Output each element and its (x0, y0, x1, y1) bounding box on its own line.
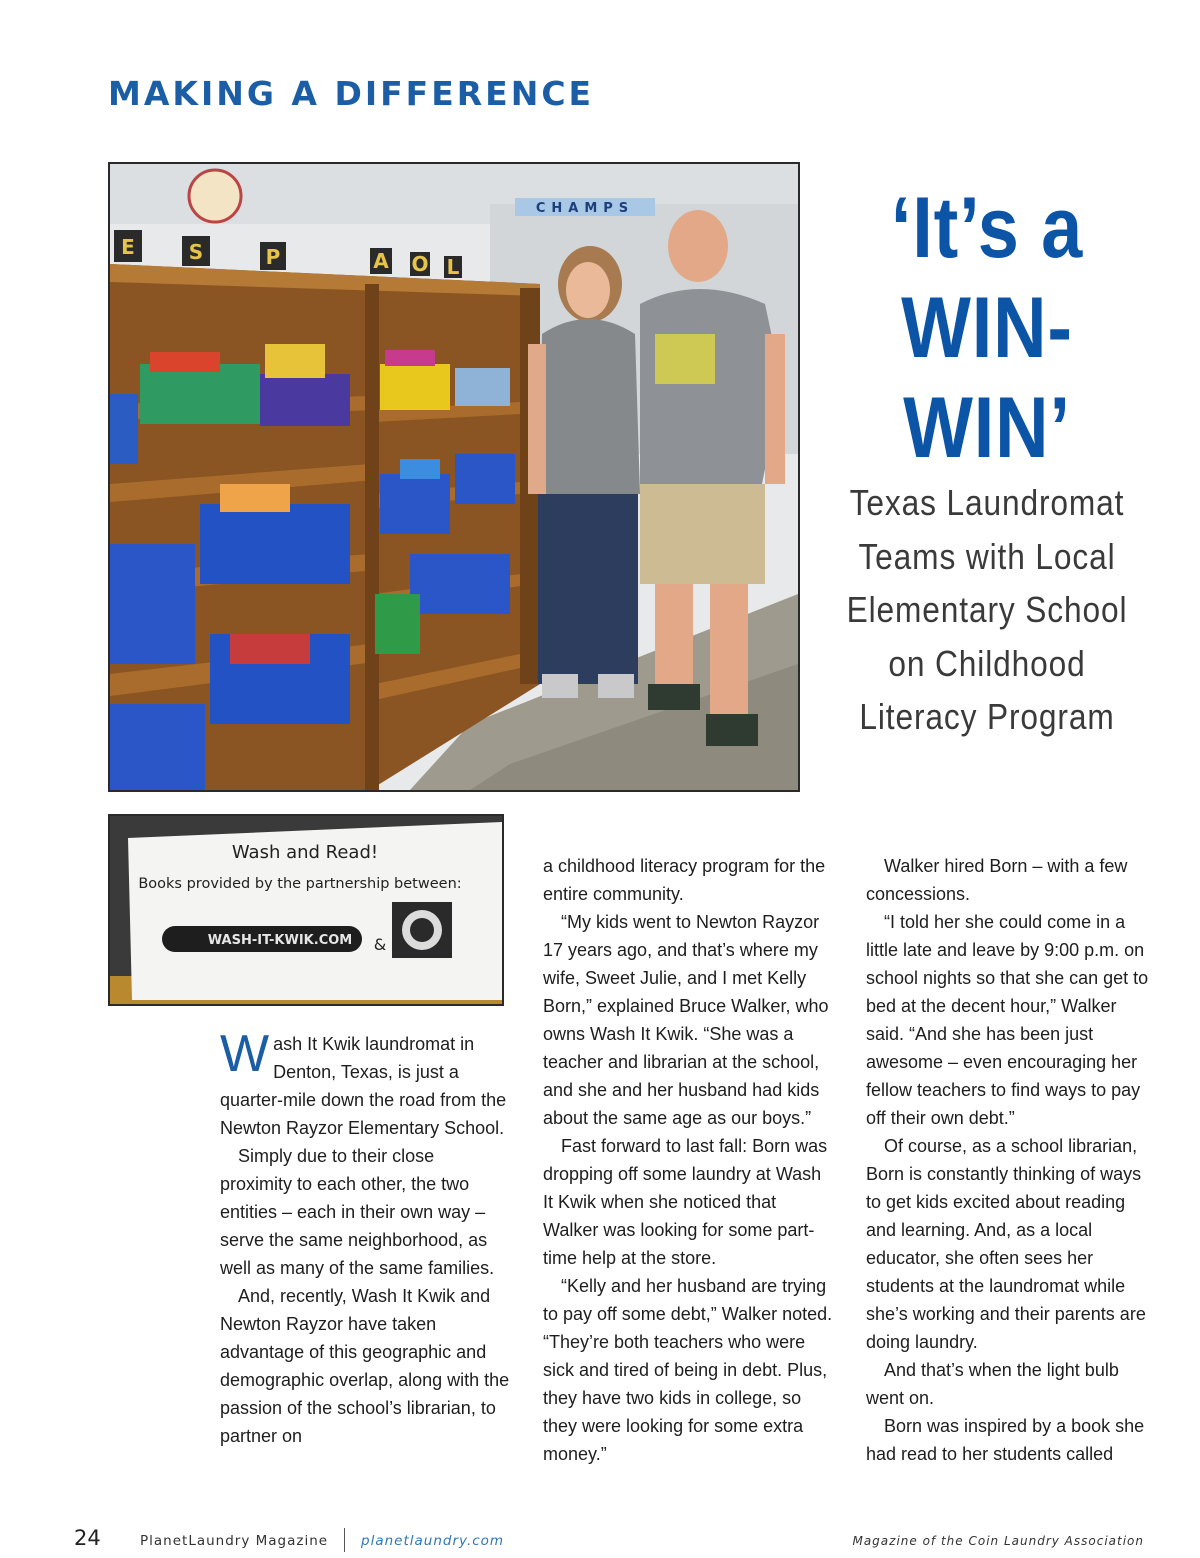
article-paragraph: Fast forward to last fall: Born was dropping off some laundry at Wash It Kwik when she noticed that Walker was looking for some part-time help at the store. (543, 1136, 828, 1268)
library-photo (108, 162, 800, 792)
magazine-name: PlanetLaundry Magazine (140, 1533, 329, 1549)
champs-banner: CHAMPS (535, 201, 635, 216)
article-column-1 (220, 1025, 510, 1450)
article-column-3 (866, 852, 1156, 1468)
sign-title: Wash and Read! (231, 842, 379, 863)
page-footer (0, 1528, 1200, 1556)
banner-letter: P (265, 245, 281, 269)
headline (845, 178, 1129, 478)
sign-subtitle: Books provided by the partnership between: (138, 876, 462, 892)
article-paragraph: “Kelly and her husband are trying to pay off some debt,” Walker noted. “They’re both teachers who were sick and tired of being in debt. Plus, they have two kids in college, so they were looking for some extra money.” (543, 1276, 833, 1464)
article-paragraph: Walker hired Born – with a few concessions. (866, 856, 1128, 904)
article-paragraph: Simply due to their close proximity to each other, the two entities – each in their own way – serve the same neighborhood, as well as many of the same families. (220, 1146, 495, 1278)
banner-letter: E (121, 235, 135, 259)
banner-letter: L (446, 255, 460, 279)
article-column-2 (543, 852, 833, 1468)
article-paragraph: And that’s when the light bulb went on. (866, 1360, 1119, 1408)
subhead: Texas Laundromat Teams with Local Elementary School on Childhood Literacy Program (846, 482, 1128, 737)
section-label: MAKING A DIFFERENCE (108, 74, 595, 113)
banner-letter: O (411, 252, 429, 276)
logo-text: WASH-IT-KWIK.COM (207, 933, 353, 948)
article-paragraph: And, recently, Wash It Kwik and Newton Rayzor have taken advantage of this geographic and demographic overlap, along with the passion of the school’s librarian, to partner on (220, 1286, 510, 1446)
article-paragraph: Of course, as a school librarian, Born is constantly thinking of ways to get kids excited about reading and learning. And, as a local educator, she often sees her students at the laundromat while she’s working and their parents are doing laundry. (866, 1136, 1146, 1352)
article-paragraph: Wash It Kwik laundromat in Denton, Texas, is just a quarter-mile down the road from the Newton Rayzor Elementary School. (220, 1025, 507, 1138)
sign-ampersand: & (373, 935, 387, 954)
banner-letter: A (373, 249, 389, 273)
article-paragraph: Born was inspired by a book she had read to her students called (866, 1416, 1145, 1464)
sign-photo (108, 814, 504, 1006)
article-paragraph: a childhood literacy program for the entire community. (543, 856, 826, 904)
drop-cap: W (220, 1025, 270, 1083)
article-paragraph: “My kids went to Newton Rayzor 17 years ago, and that’s where my wife, Sweet Julie, and I met Kelly Born,” explained Bruce Walker, who owns Wash It Kwik. “She was a teacher and librarian at the school, and she and her husband had kids about the same age as our boys.” (543, 912, 829, 1128)
headline-line-1: ‘It’s a (890, 180, 1084, 276)
magazine-tagline: Magazine of the Coin Laundry Association (852, 1534, 1144, 1548)
footer-divider (344, 1528, 345, 1552)
article-paragraph: “I told her she could come in a little late and leave by 9:00 p.m. on school nights so that she can get to bed at the decent hour,” Walker said. “And she has been just awesome – even encouraging her fellow teachers to find ways to pay off their own debt.” (866, 912, 1149, 1128)
magazine-url-link[interactable]: planetlaundry.com (361, 1533, 505, 1549)
page-number: 24 (74, 1526, 101, 1550)
banner-letter: S (188, 240, 204, 264)
headline-line-2: WIN-WIN’ (901, 280, 1073, 476)
